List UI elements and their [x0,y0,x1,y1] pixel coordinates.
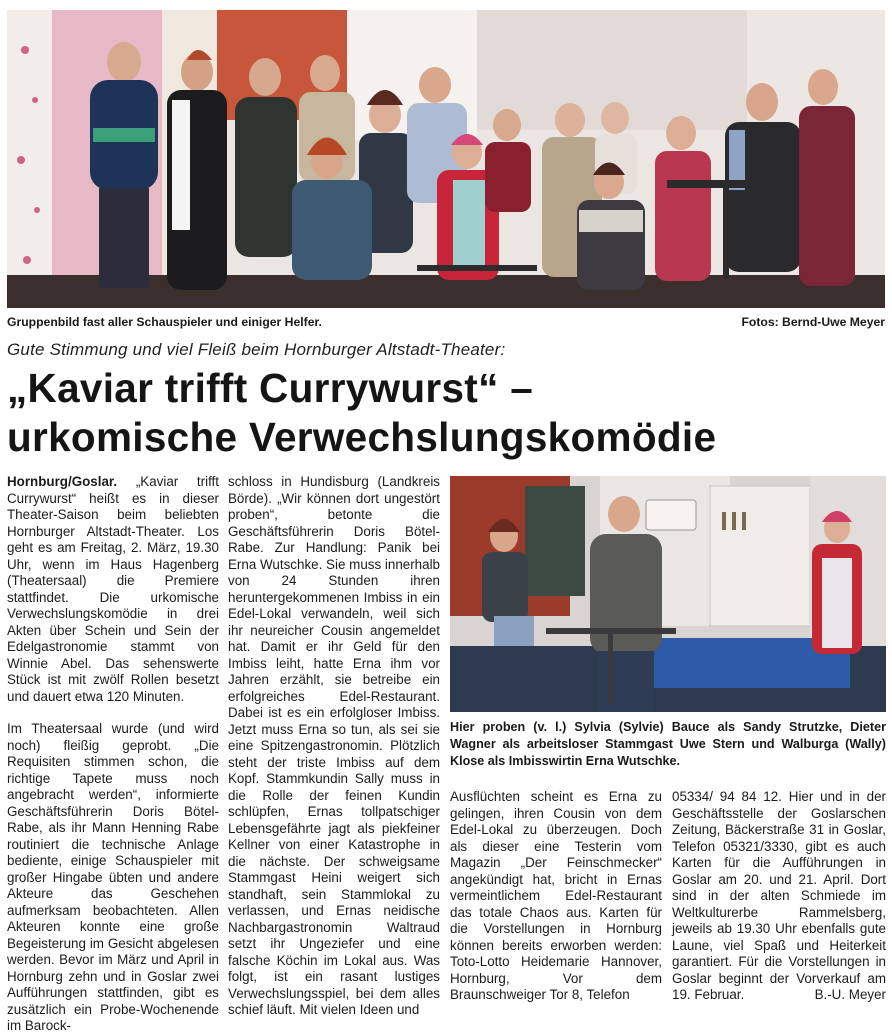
top-photo-caption [7,315,885,333]
author-signature: B.-U. Meyer [814,987,886,1002]
paragraph-text: 05334/ 94 84 12. Hier und in der Geschäftsstelle der Goslarschen Zeitung, Bäckerstraße 31 in Goslar, Telefon 05321/3330, gibt es auch Karten für die Aufführungen in Goslar am 20. und 21. April. Dort sind in der alten Schmiede im Weltkulturerbe Rammelsberg, jeweils ab 19.30 Uhr ebenfalls gute Laune, viel Spaß und Heiterkeit garantiert. Für die Vorstellungen in Goslar beginnt der Vorverkauf am 19. Februar. [672,789,886,1002]
rehearsal-photo [450,476,886,712]
photo-credit: Fotos: Bernd-Uwe Meyer [741,315,885,329]
article-column-2 [228,474,440,1019]
article-paragraph [7,474,219,705]
article-paragraph: Ausflüchten scheint es Erna zu gelingen, ihren Cousin von dem Edel-Lokal zu überzeugen. Doch als dieser eine Testerin vom Magazin „Der Feinschmecker“ angekündigt hat, bricht in Ernas vermeintlichem Edel-Restaurant das totale Chaos aus. Karten für die Vorstellungen in Hornburg können bereits erworben werden: Toto-Lotto Heidemarie Hannover, Hornburg, Vor dem Braunschweiger Tor 8, Telefon [450,789,662,1002]
headline [7,364,887,462]
article-paragraph [672,789,886,1004]
article-paragraph: Im Theatersaal wurde (und wird noch) fleißig geprobt. „Die Requisiten stimmen schon, die richtige Tapete muss noch angebracht werden“, informierte Geschäftsführerin Doris Bötel-Rabe, als ihr Mann Henning Rabe routiniert die technische Anlage bediente, einige Schauspieler mit großer Hingabe übten und andere Akteure das Geschehen aufmerksam beobachteten. Allen Akteuren konnte eine große Begeisterung im Gesicht abgelesen werden. Bevor im März und April in Hornburg zehn und in Goslar zwei Aufführungen stattfinden, gibt es zusätzlich ein Probe-Wochenende im Barock- [7,721,219,1033]
group-photo [7,10,885,308]
paragraph-text: „Kaviar trifft Currywurst“ heißt es in dieser Theater-Saison beim beliebten Hornburger Altstadt-Theater. Los geht es am Freitag, 2. März, 19.30 Uhr, wenn im Haus Hagenberg (Theatersaal) die Premiere stattfindet. Die urkomische Verwechslungskomödie in drei Akten über Schein und Sein der Edelgastronomie stammt von Winnie Abel. Das sehenswerte Stück ist mit zwölf Rollen besetzt und dauert etwa 120 Minuten. [7,474,219,704]
dateline: Hornburg/Goslar. [7,474,118,489]
article-column-3 [450,789,662,1004]
article-paragraph: schloss in Hundisburg (Landkreis Börde). „Wir können dort ungestört proben“, betonte die Geschäftsführerin Doris Bötel-Rabe. Zur Handlung: Panik bei Erna Wutschke. Sie muss innerhalb von 24 Stunden ihren heruntergekommenen Imbiss in ein Edel-Lokal verwandeln, weil sich ihr neureicher Cousin angemeldet hat. Damit er ihr Geld für den Imbiss leiht, hatte Erna ihm vor Jahren erzählt, sie betreibe ein erfolgreiches Edel-Restaurant. Dabei ist es ein erfolgloser Imbiss. Jetzt muss Erna so tun, als sei sie eine Spitzengastronomin. Plötzlich steht der triste Imbiss auf dem Kopf. Stammkundin Sally muss in die Rolle der feinen Kundin schlüpfen, Ernas tollpatschiger Lebensgefährte jagt als piekfeiner Kellner von einer Katastrophe in die nächste. Der schweigsame Stammgast Heini weigert sich standhaft, sein Stammlokal zu verlassen, und Ernas neidische Nachbargastronomin Waltraud setzt ihr Ungeziefer und eine falsche Köchin im Lokal aus. Was folgt, ist ein rasant lustiges Verwechslungsspiel, bei dem alles schief läuft. Mit vielen Ideen und [228,474,440,1017]
rehearsal-photo-caption: Hier proben (v. l.) Sylvia (Sylvie) Bauce als Sandy Strutzke, Dieter Wagner als arbeitsloser Stammgast Uwe Stern und Walburga (Wally) Klose als Imbisswirtin Erna Wutschke. [450,720,886,768]
kicker: Gute Stimmung und viel Fleiß beim Hornburger Altstadt-Theater: [7,340,506,359]
article-column-1 [7,474,219,1035]
headline-line-1: „Kaviar trifft Currywurst“ – [7,365,534,411]
photo-caption: Gruppenbild fast aller Schauspieler und einiger Helfer. [7,315,322,329]
article-column-4 [672,789,886,1004]
headline-line-2: urkomische Verwechslungskomödie [7,414,717,460]
